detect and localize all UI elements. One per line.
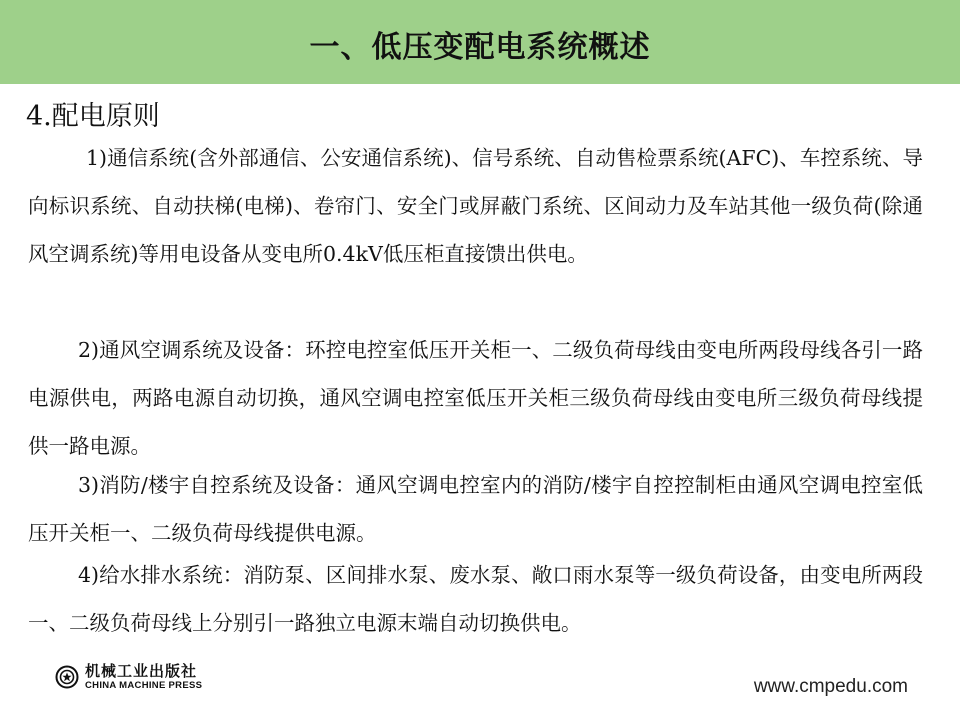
paragraph-ventilation-ac: 2)通风空调系统及设备：环控电控室低压开关柜一、二级负荷母线由变电所两段母线各引一路电源供电，两路电源自动切换，通风空调电控室低压开关柜三级负荷母线由变电所三级负荷母线提供一路电源。 <box>28 338 923 458</box>
publisher-logo <box>55 660 202 694</box>
publisher-name-cn: 机械工业出版社 <box>85 661 198 680</box>
paragraph-communication-systems: 1)通信系统(含外部通信、公安通信系统)、信号系统、自动售检票系统(AFC)、车控系统、导向标识系统、自动扶梯(电梯)、卷帘门、安全门或屏蔽门系统、区间动力及车站其他一级负荷(除通风空调系统)等用电设备从变电所0.4kV低压柜直接馈出供电。 <box>28 146 923 266</box>
publisher-name-en: CHINA MACHINE PRESS <box>85 679 203 691</box>
publisher-logo-icon <box>55 665 79 689</box>
section-heading: 4.配电原则 <box>26 101 160 132</box>
paragraph-water-drainage: 4)给水排水系统：消防泵、区间排水泵、废水泵、敞口雨水泵等一级负荷设备，由变电所两段一、二级负荷母线上分别引一路独立电源末端自动切换供电。 <box>28 563 923 635</box>
website-url: www.cmpedu.com <box>753 676 908 697</box>
paragraph-fire-building-automation: 3)消防/楼宇自控系统及设备：通风空调电控室内的消防/楼宇自控控制柜由通风空调电控室低压开关柜一、二级负荷母线提供电源。 <box>28 473 923 545</box>
page-title: 一、低压变配电系统概述 <box>309 30 651 65</box>
